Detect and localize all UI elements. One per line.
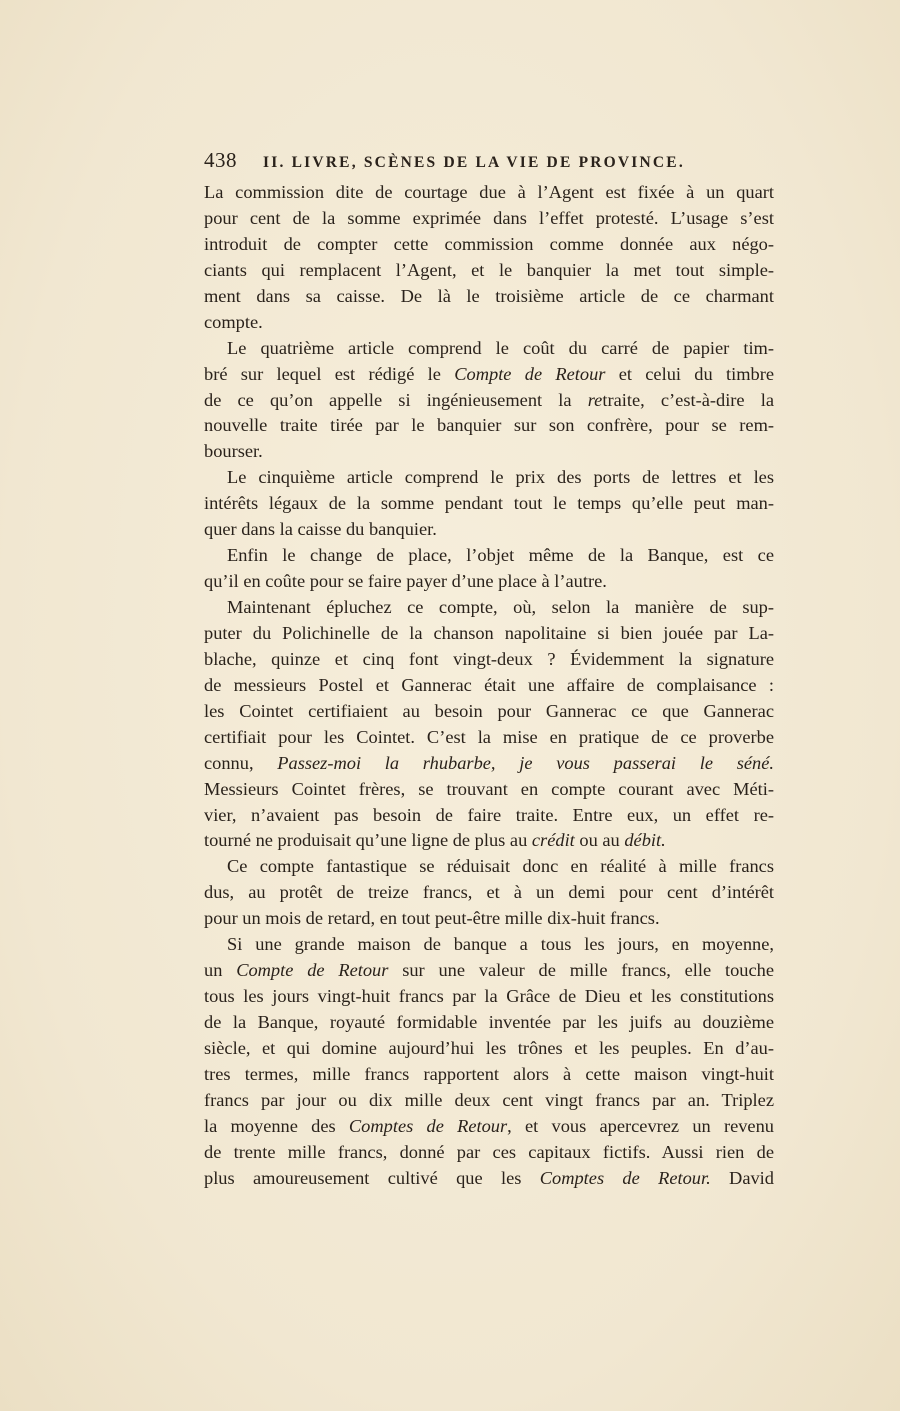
italic-text: crédit [531,830,575,851]
text-line [204,284,774,310]
text-segment: bré sur lequel est rédigé le [204,363,455,384]
text-line [204,621,774,647]
running-title: II. LIVRE, SCÈNES DE LA VIE DE PROVINCE. [263,154,685,171]
text-segment: connu, [204,752,278,773]
text-segment: francs par jour ou dix mille deux cent vingt francs par an. Triplez [204,1089,774,1110]
text-segment: ment dans sa caisse. De là le troisième article de ce charmant [204,285,774,306]
text-line [204,1114,774,1140]
text-segment: intérêts légaux de la somme pendant tout le temps qu’elle peut man- [204,493,774,514]
text-line [204,388,774,414]
text-segment: siècle, et qui domine aujourd’hui les trônes et les peuples. En d’au- [204,1037,774,1058]
text-line [204,206,774,232]
text-line [204,699,774,725]
italic-text: Comptes de Retour [348,1115,508,1136]
text-line [204,1166,774,1192]
text-segment: Le cinquième article comprend le prix des ports de lettres et les [227,467,774,488]
text-segment: puter du Polichinelle de la chanson napolitaine si bien jouée par La- [204,622,774,643]
text-segment: blache, quinze et cinq font vingt-deux ? Évidemment la signature [204,648,774,669]
text-segment: la moyenne des [204,1115,349,1136]
text-segment: ciants qui remplacent l’Agent, et le banquier la met tout simple- [204,259,774,280]
italic-text: Comptes de Retour. [539,1167,711,1188]
text-segment: de la Banque, royauté formidable inventée par les juifs au douzième [204,1012,774,1032]
text-line [204,673,774,699]
text-line [204,1140,774,1166]
text-segment: tres termes, mille francs rapportent alors à cette maison vingt-huit [204,1063,774,1084]
text-line [204,517,774,543]
text-line [204,336,774,362]
text-line [204,725,774,751]
text-line [204,595,774,621]
text-segment: et celui du timbre [605,363,774,384]
text-segment: pour cent de la somme exprimée dans l’effet protesté. L’usage s’est [204,207,774,228]
text-line [204,569,774,595]
text-line [204,439,774,465]
text-line [204,647,774,673]
text-segment: nouvelle traite tirée par le banquier sur son confrère, pour se rem- [204,415,774,436]
text-segment: pour un mois de retard, en tout peut-être mille dix-huit francs. [204,908,660,929]
text-line [204,413,774,439]
italic-text: Passez-moi la rhubarbe, je vous passerai le séné. [277,752,775,773]
text-line [204,984,774,1010]
text-segment: tourné ne produisait qu’une ligne de plus au [204,830,532,851]
text-segment: tous les jours vingt-huit francs par la Grâce de Dieu et les constitutions [204,986,774,1007]
text-line [204,258,774,284]
text-line [204,465,774,491]
text-segment: certifiait pour les Cointet. C’est la mise en pratique de ce proverbe [204,726,774,747]
text-segment: de ce qu’on appelle si ingénieusement la [204,389,588,410]
text-line [204,543,774,569]
text-line [204,362,774,388]
text-segment: ou au [574,830,625,851]
text-segment: Si une grande maison de banque a tous les jours, en moyenne, [227,934,774,955]
text-segment: Maintenant épluchez ce compte, où, selon la manière de sup- [227,597,774,617]
text-line [204,777,774,803]
text-segment: dus, au protêt de treize francs, et à un demi pour cent d’intérêt [204,882,774,903]
text-segment: , et vous apercevrez un revenu [507,1115,774,1136]
text-segment: compte. [204,311,263,332]
text-line [204,310,774,336]
text-segment: Le quatrième article comprend le coût du carré de papier tim- [227,337,774,358]
text-line [204,906,774,932]
text-segment: de messieurs Postel et Gannerac était une affaire de complaisance : [204,674,774,695]
text-segment: les Cointet certifiaient au besoin pour Gannerac ce que Gannerac [204,700,774,721]
text-segment: de trente mille francs, donné par ces capitaux fictifs. Aussi rien de [204,1141,774,1162]
italic-text: Compte de Retour [236,960,389,981]
text-line [204,828,774,854]
text-segment: Enfin le change de place, l’objet même de la Banque, est ce [227,545,774,566]
text-line [204,803,774,829]
text-line [204,958,774,984]
text-segment: bourser. [204,441,263,462]
text-line [204,1036,774,1062]
text-segment: sur une valeur de mille francs, elle touche [388,960,774,981]
text-segment: introduit de compter cette commission comme donnée aux négo- [204,233,774,254]
text-segment: vier, n’avaient pas besoin de faire traite. Entre eux, un effet re- [204,804,774,825]
text-segment: qu’il en coûte pour se faire payer d’une place à l’autre. [204,571,607,592]
text-line [204,932,774,958]
text-segment: David [710,1167,774,1188]
text-line [204,1010,774,1036]
text-line [204,1062,774,1088]
body-text [204,180,774,1192]
text-line [204,751,774,777]
text-segment: quer dans la caisse du banquier. [204,519,437,540]
italic-text: re [587,389,603,410]
text-line [204,880,774,906]
italic-text: débit. [624,830,666,851]
text-segment: un [204,960,237,981]
text-segment: Ce compte fantastique se réduisait donc en réalité à mille francs [227,856,774,877]
text-segment: traite, c’est-à-dire la [602,389,775,410]
text-line [204,491,774,517]
text-segment: plus amoureusement cultivé que les [204,1167,540,1188]
text-line [204,854,774,880]
italic-text: Compte de Retour [454,363,606,384]
text-line [204,1088,774,1114]
text-line [204,232,774,258]
text-segment: La commission dite de courtage due à l’Agent est fixée à un quart [204,182,774,202]
text-line [204,180,774,206]
page-header [204,148,774,173]
page-number: 438 [204,148,237,172]
text-segment: Messieurs Cointet frères, se trouvant en compte courant avec Méti- [204,778,774,799]
